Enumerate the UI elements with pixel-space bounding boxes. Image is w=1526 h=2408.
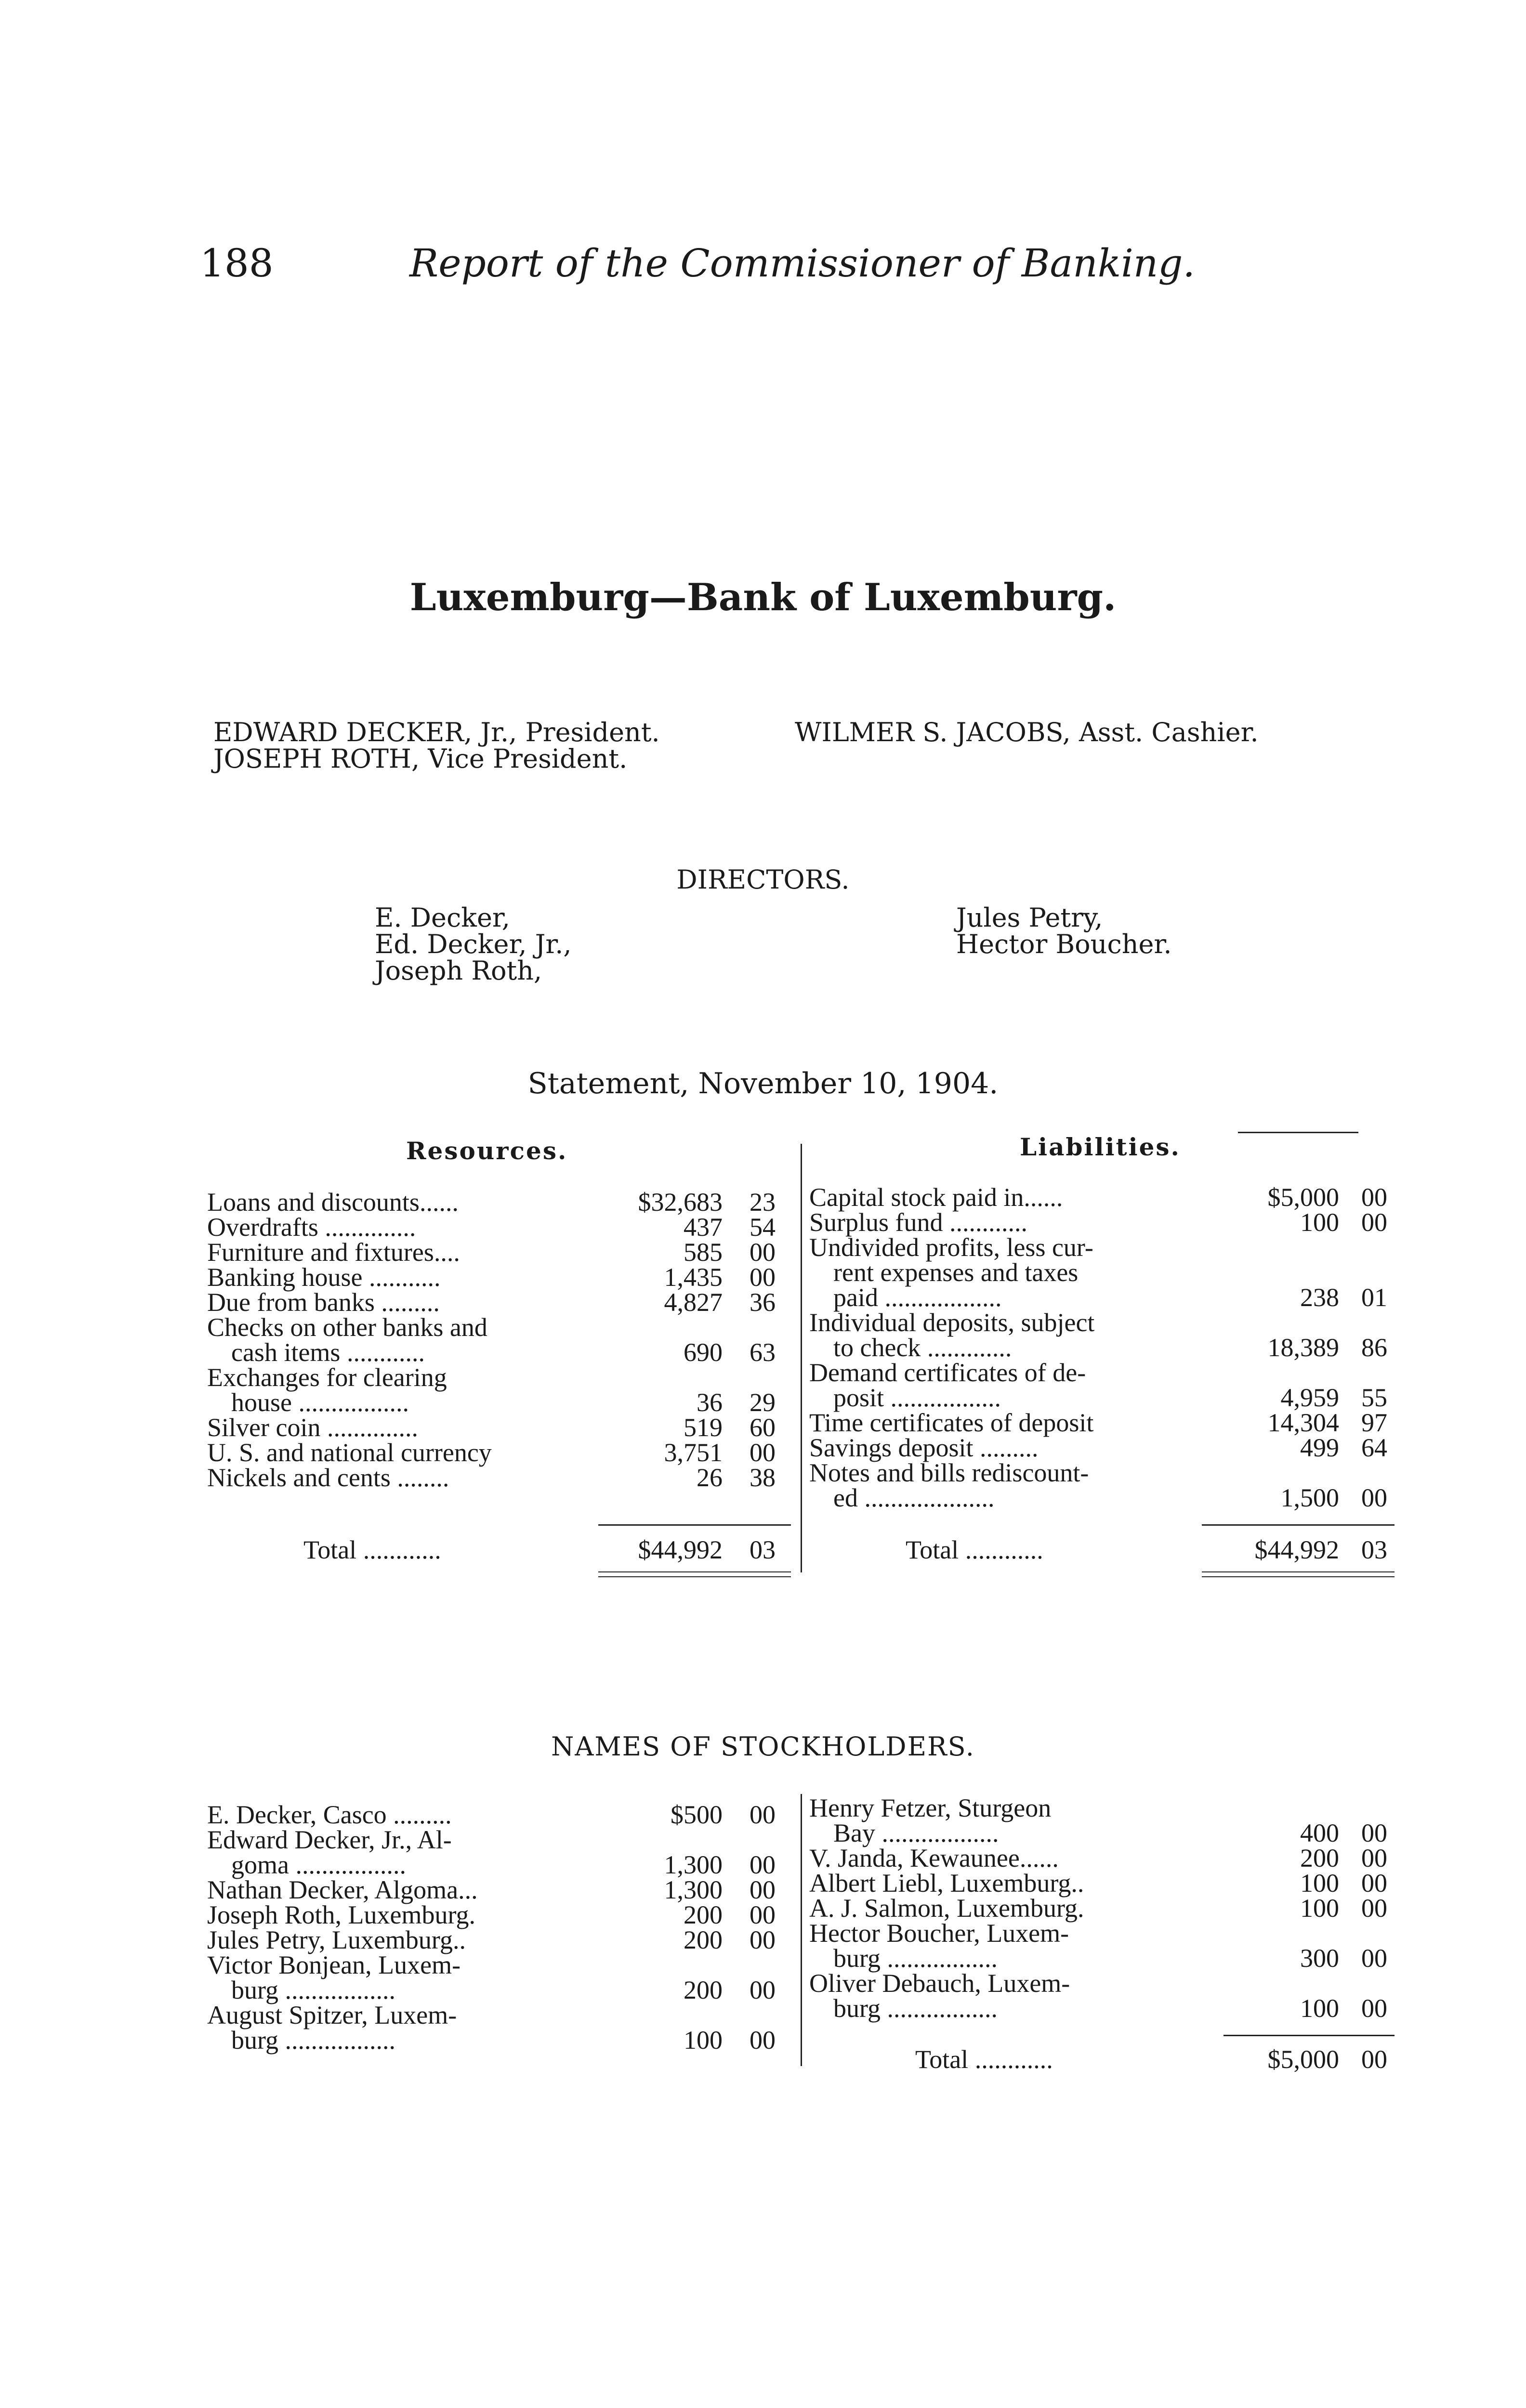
director: E. Decker, [375,903,510,933]
row-label: Nathan Decker, Algoma... [207,1875,478,1904]
row-cents: 00 [750,1438,776,1467]
table-row [809,1921,1397,1946]
table-row [207,1415,790,1440]
row-cents: 36 [750,1288,776,1317]
row-label: paid .................. [833,1283,1002,1312]
row-cents: 38 [750,1463,776,1492]
row-label: Exchanges for clearing [207,1363,447,1392]
table-row [207,1440,790,1465]
row-label: to check ............. [833,1333,1012,1362]
row-dollars: 499 [1300,1433,1339,1462]
row-label: Time certificates of deposit [809,1408,1094,1437]
row-label: U. S. and national currency [207,1438,492,1467]
row-dollars: 1,500 [1280,1483,1339,1512]
row-label: E. Decker, Casco ......... [207,1800,452,1829]
row-label: goma ................. [231,1850,406,1879]
statement-title: Statement, November 10, 1904. [527,1067,999,1100]
row-dollars: 200 [684,1900,723,1929]
row-cents: 00 [1361,1944,1387,1973]
row-label: house ................. [231,1388,409,1417]
row-dollars: 3,751 [664,1438,723,1467]
row-cents: 00 [750,1875,776,1904]
table-row [207,1365,790,1390]
row-label: posit ................. [833,1383,1001,1412]
row-cents: 00 [1361,1844,1387,1872]
total-rule [1223,2035,1394,2036]
row-dollars: 18,389 [1267,1333,1339,1362]
officers-right [795,719,1259,746]
table-row [809,1410,1397,1435]
row-cents: 00 [750,1925,776,1954]
row-dollars: 238 [1300,1283,1339,1312]
resources-table [207,1190,790,1490]
row-cents: 00 [1361,1869,1387,1898]
row-cents: 00 [1361,1894,1387,1923]
row-label: Silver coin .............. [207,1413,418,1442]
row-dollars: 100 [1300,1994,1339,2023]
row-cents: 63 [750,1338,776,1367]
table-row [207,1265,790,1290]
row-dollars: 1,300 [664,1850,723,1879]
row-label: Hector Boucher, Luxem- [809,1919,1069,1948]
table-row [207,1190,790,1215]
row-cents: 23 [750,1188,776,1217]
stockholders-left [207,1802,790,2053]
table-row [809,1235,1397,1260]
row-label: rent expenses and taxes [833,1258,1079,1287]
table-row [207,1952,790,1977]
row-label: Demand certificates of de- [809,1358,1086,1387]
row-dollars: 690 [684,1338,723,1367]
row-label: Notes and bills rediscount- [809,1458,1089,1487]
header-rule [1238,1132,1358,1133]
row-label: August Spitzer, Luxem- [207,2001,457,2029]
table-row [207,1290,790,1315]
officer-asst-cashier: WILMER S. JACOBS, Asst. Cashier. [795,717,1259,747]
row-label: V. Janda, Kewaunee...... [809,1844,1059,1872]
row-label: Edward Decker, Jr., Al- [207,1825,452,1854]
row-dollars: 400 [1300,1819,1339,1847]
table-row [207,1802,790,1827]
stockholders-total-cents: 00 [1361,2045,1387,2074]
running-title: Report of the Commissioner of Banking. [409,241,1195,286]
row-label: Furniture and fixtures.... [207,1238,460,1267]
row-label: Surplus fund ............ [809,1208,1028,1237]
row-dollars: 200 [1300,1844,1339,1872]
resources-total-cents: 03 [750,1535,776,1564]
row-label: Oliver Debauch, Luxem- [809,1969,1070,1998]
row-dollars: 36 [697,1388,723,1417]
officer-president: EDWARD DECKER, Jr., President. [213,717,660,747]
total-rule [598,1524,791,1526]
row-label: Banking house ........... [207,1263,441,1292]
stockholders-total-dollars: $5,000 [1267,2045,1339,2074]
row-label: Nickels and cents ........ [207,1463,449,1492]
table-row [809,1845,1397,1871]
row-label: Individual deposits, subject [809,1308,1095,1337]
directors-left [375,904,572,984]
page-number: 188 [200,241,274,286]
row-label: Capital stock paid in...... [809,1183,1063,1212]
row-label: Due from banks ......... [207,1288,440,1317]
table-row [809,1385,1397,1410]
row-label: Victor Bonjean, Luxem- [207,1950,461,1979]
table-row [207,1927,790,1952]
row-dollars: $5,000 [1267,1183,1339,1212]
row-cents: 97 [1361,1408,1387,1437]
column-divider [801,1144,802,1572]
row-label: Checks on other banks and [207,1313,487,1342]
row-cents: 00 [1361,1483,1387,1512]
table-row [207,1877,790,1902]
table-row [207,1902,790,1927]
table-row [207,1240,790,1265]
director: Ed. Decker, Jr., [375,929,572,959]
table-row [809,1335,1397,1360]
row-label: ed .................... [833,1483,995,1512]
row-cents: 01 [1361,1283,1387,1312]
row-cents: 00 [750,1238,776,1267]
resources-heading: Resources. [406,1137,568,1165]
row-label: cash items ............ [231,1338,425,1367]
table-row [207,1315,790,1340]
stockholders-total-label: Total ............ [915,2045,1053,2074]
row-label: burg ................. [833,1994,998,2023]
resources-total-dollars: $44,992 [638,1535,723,1564]
table-row [809,1210,1397,1235]
directors-title: DIRECTORS. [676,864,850,895]
table-row [809,1896,1397,1921]
row-cents: 00 [1361,1183,1387,1212]
table-row [207,1390,790,1415]
row-cents: 64 [1361,1433,1387,1462]
row-label: burg ................. [231,1976,396,2004]
row-dollars: 26 [697,1463,723,1492]
table-row [809,1485,1397,1510]
row-cents: 60 [750,1413,776,1442]
table-row [809,1460,1397,1485]
row-dollars: 1,300 [664,1875,723,1904]
double-rule [598,1571,791,1572]
total-rule [1202,1524,1394,1526]
row-label: burg ................. [231,2026,396,2055]
table-row [809,1360,1397,1385]
row-label: Jules Petry, Luxemburg.. [207,1925,466,1954]
row-dollars: 4,959 [1280,1383,1339,1412]
double-rule [1202,1576,1394,1577]
table-row [207,1827,790,1852]
row-dollars: 4,827 [664,1288,723,1317]
liabilities-total-dollars: $44,992 [1254,1535,1339,1564]
director: Joseph Roth, [375,955,542,986]
row-label: Savings deposit ......... [809,1433,1039,1462]
double-rule [598,1576,791,1577]
row-dollars: 300 [1300,1944,1339,1973]
officer-vice-president: JOSEPH ROTH, Vice President. [213,744,628,774]
row-cents: 00 [750,1800,776,1829]
table-row [809,1435,1397,1460]
table-row [207,1465,790,1490]
row-cents: 00 [750,1900,776,1929]
double-rule [1202,1571,1394,1572]
table-row [809,1260,1397,1285]
stockholders-title: NAMES OF STOCKHOLDERS. [551,1731,975,1762]
table-row [809,1996,1397,2021]
row-cents: 00 [1361,1994,1387,2023]
table-row [207,1215,790,1240]
row-dollars: $32,683 [638,1188,723,1217]
row-label: Albert Liebl, Luxemburg.. [809,1869,1084,1898]
table-row [207,1340,790,1365]
row-dollars: 100 [1300,1869,1339,1898]
stockholders-total-row [809,2047,1397,2072]
row-cents: 55 [1361,1383,1387,1412]
liabilities-heading: Liabilities. [1020,1133,1181,1161]
row-dollars: 100 [1300,1208,1339,1237]
row-cents: 54 [750,1213,776,1242]
table-row [809,1185,1397,1210]
director: Jules Petry, [956,903,1103,933]
row-label: Loans and discounts...... [207,1188,459,1217]
row-label: A. J. Salmon, Luxemburg. [809,1894,1084,1923]
table-row [809,1285,1397,1310]
bank-title: Luxemburg—Bank of Luxemburg. [409,576,1117,619]
row-dollars: $500 [671,1800,723,1829]
row-dollars: 585 [684,1238,723,1267]
row-cents: 00 [1361,1819,1387,1847]
table-row [809,1871,1397,1896]
row-cents: 00 [750,1850,776,1879]
row-cents: 00 [1361,1208,1387,1237]
resources-total-label: Total ............ [303,1535,441,1564]
row-label: Overdrafts .............. [207,1213,416,1242]
liabilities-total-cents: 03 [1361,1535,1387,1564]
director: Hector Boucher. [956,929,1172,959]
liabilities-table [809,1185,1397,1510]
liabilities-total-label: Total ............ [906,1535,1043,1564]
liabilities-total-row [809,1537,1397,1562]
row-dollars: 1,435 [664,1263,723,1292]
table-row [809,1310,1397,1335]
row-dollars: 200 [684,1976,723,2004]
table-row [207,1852,790,1877]
row-label: burg ................. [833,1944,998,1973]
table-row [809,1946,1397,1971]
officers-left [213,719,660,772]
row-cents: 00 [750,1263,776,1292]
row-cents: 29 [750,1388,776,1417]
table-row [809,1820,1397,1845]
row-label: Undivided profits, less cur- [809,1233,1093,1262]
row-dollars: 200 [684,1925,723,1954]
stockholders-right [809,1795,1397,2021]
directors-right [956,904,1171,957]
row-dollars: 519 [684,1413,723,1442]
column-divider [801,1794,802,2066]
table-row [809,1971,1397,1996]
row-label: Joseph Roth, Luxemburg. [207,1900,475,1929]
row-label: Bay .................. [833,1819,999,1847]
table-row [207,2002,790,2028]
resources-total-row [207,1537,790,1562]
row-label: Henry Fetzer, Sturgeon [809,1793,1052,1822]
table-row [207,1977,790,2002]
row-cents: 00 [750,1976,776,2004]
row-dollars: 100 [684,2026,723,2055]
row-cents: 86 [1361,1333,1387,1362]
table-row [207,2028,790,2053]
table-row [809,1795,1397,1820]
row-dollars: 437 [684,1213,723,1242]
row-dollars: 14,304 [1267,1408,1339,1437]
row-cents: 00 [750,2026,776,2055]
row-dollars: 100 [1300,1894,1339,1923]
